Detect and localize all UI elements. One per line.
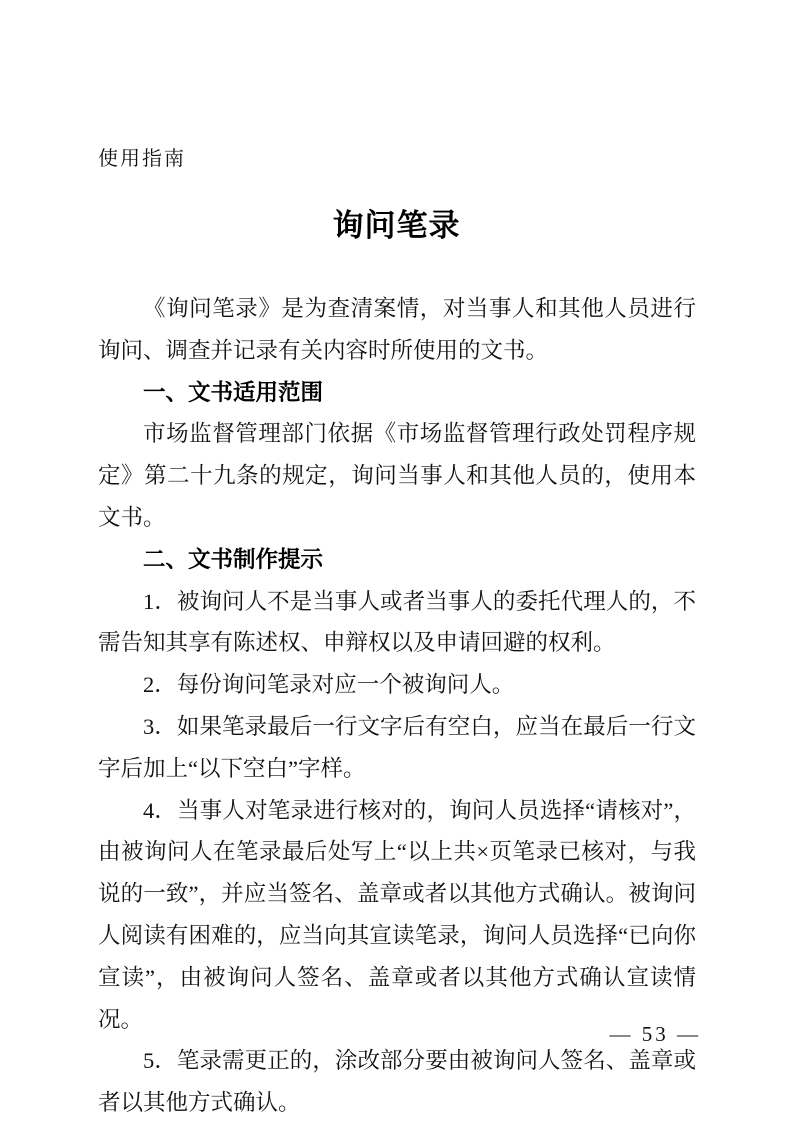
intro-paragraph: 《询问笔录》是为查清案情，对当事人和其他人员进行询问、调查并记录有关内容时所使用的文书。 [98,296,696,363]
page-number: — 53 — [609,1022,701,1046]
section2-heading: 二、文书制作提示 [143,546,324,572]
list-item-5: 5．笔录需更正的，涂改部分要由被询问人签名、盖章或者以其他方式确认。 [98,1048,696,1116]
list-item-4: 4．当事人对笔录进行核对的，询问人员选择“请核对”，由被询问人在笔录最后处写上“以上共×页笔录已核对，与我说的一致”，并应当签名、盖章或者以其他方式确认。被询问人阅读有困难的，应当向其宣读笔录，询问人员选择“已向你宣读”，由被询问人签名、盖章或者以其他方式确认宣读情况。 [98,797,696,1032]
list-item-3: 3．如果笔录最后一行文字后有空白，应当在最后一行文字后加上“以下空白”字样。 [98,713,696,781]
list-item-2: 2．每份询问笔录对应一个被询问人。 [143,672,515,698]
section1-body: 市场监督管理部门依据《市场监督管理行政处罚程序规定》第二十九条的规定，询问当事人和其他人员的，使用本文书。 [98,421,696,530]
page-title: 询问笔录 [332,208,461,243]
document-body [98,288,696,1122]
list-item-1: 1．被询问人不是当事人或者当事人的委托代理人的，不需告知其享有陈述权、申辩权以及申请回避的权利。 [98,588,696,656]
section1-heading: 一、文书适用范围 [143,379,324,405]
header-label: 使用指南 [98,148,186,170]
